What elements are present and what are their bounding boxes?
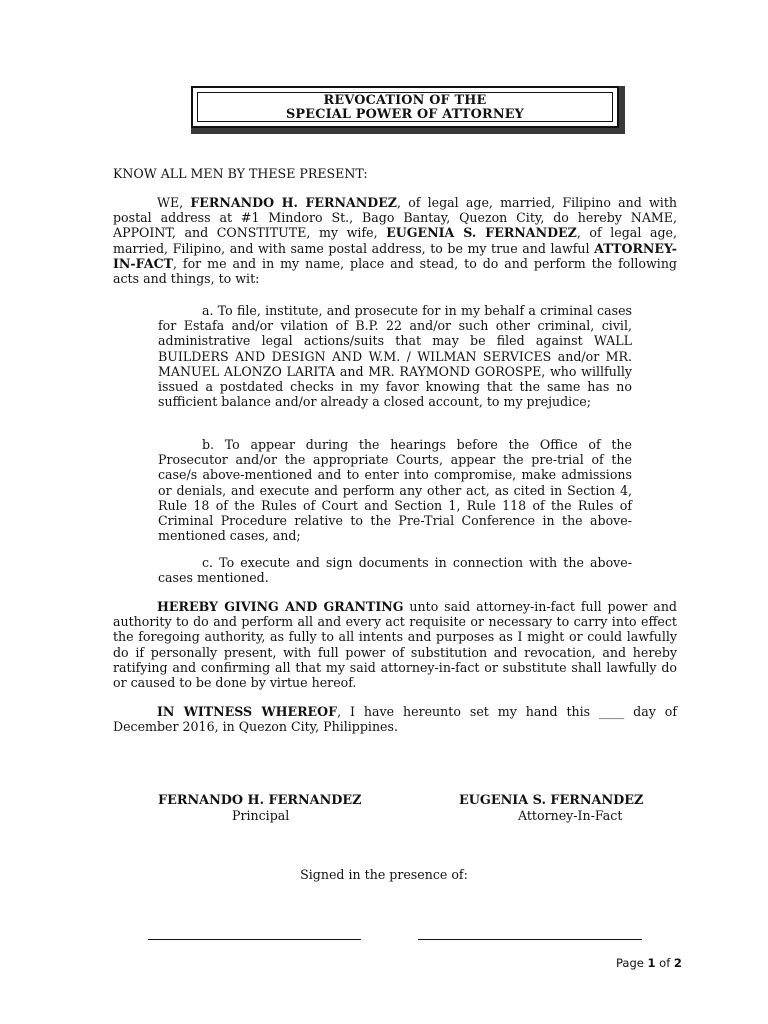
granting-lead: HEREBY GIVING AND GRANTING	[157, 599, 404, 614]
item-c-text: c. To execute and sign documents in connection with the above-cases mentioned.	[158, 555, 632, 586]
item-a-text: a. To file, institute, and prosecute for in my behalf a criminal cases for Estafa and/or vilation of B.P. 22 and/or such other criminal, civil, administrative legal actions/suits that may be filed against WALL BUILDERS AND DESIGN AND W.M. / WILMAN SERVICES and/or MR. MANUEL ALONZO LARITA and MR. RAYMOND GOROSPE, who willfully issued a postdated checks in my favor knowing that the same has no sufficient balance and/or already a closed account, to my prejudice;	[158, 303, 632, 410]
attorney-role: Attorney-In-Fact	[518, 808, 623, 823]
document-title-line-2: SPECIAL POWER OF ATTORNEY	[285, 107, 525, 122]
principal-role: Principal	[232, 808, 290, 823]
item-c	[158, 555, 632, 585]
item-b-text: b. To appear during the hearings before the Office of the Prosecutor and/or the appropriate Courts, appear the pre-trial of the case/s above-mentioned and to enter into compromise, make admissions or denials, and execute and perform any other act, as cited in Section 4, Rule 18 of the Rules of Court and Section 1, Rule 118 of the Rules of Criminal Procedure relative to the Pre-Trial Conference in the above-mentioned cases, and;	[158, 437, 632, 544]
intro-paragraph	[113, 195, 677, 286]
title-box	[191, 86, 619, 128]
principal-name: FERNANDO H. FERNANDEZ	[158, 793, 362, 808]
page-number	[616, 956, 682, 971]
witness-signature-line-1	[148, 939, 361, 940]
page-total: 2	[673, 956, 682, 970]
opening-line: KNOW ALL MEN BY THESE PRESENT:	[113, 166, 368, 181]
presence-line: Signed in the presence of:	[300, 867, 468, 882]
page-label: Page	[616, 956, 644, 970]
witness-signature-line-2	[418, 939, 642, 940]
page-of-label: of	[659, 956, 671, 970]
attorney-in-fact-inline: ATTORNEY-IN-FACT	[113, 240, 677, 271]
witness-text: , I have hereunto set my hand this ____ day of December 2016, in Quezon City, Philippines.	[113, 704, 678, 735]
witness-lead: IN WITNESS WHEREOF	[157, 704, 338, 719]
witness-paragraph	[113, 704, 677, 734]
title-shadow	[191, 86, 625, 134]
granting-text: unto said attorney-in-fact full power and authority to do and perform all and every act requisite or necessary to carry into effect the foregoing authority, as fully to all intents and purposes as I might or could lawfully do if personally present, with full power of substitution and revocation, and hereby ratifying and confirming all that my said attorney-in-fact or substitute shall lawfully do or caused to be done by virtue hereof.	[113, 599, 677, 691]
intro-we: WE,	[157, 195, 184, 210]
item-a	[158, 303, 632, 409]
item-b	[158, 437, 632, 543]
page-current: 1	[647, 956, 656, 970]
attorney-name-inline: EUGENIA S. FERNANDEZ	[386, 225, 577, 241]
intro-text-3: , for me and in my name, place and stead, to do and perform the following acts and things, to wit:	[113, 255, 677, 287]
intro-text-2: , of legal age, married, Filipino, and with same postal address, to be my true and lawful	[113, 225, 677, 256]
document-title-line-1: REVOCATION OF THE	[323, 93, 487, 108]
granting-paragraph	[113, 599, 677, 690]
intro-text-1: , of legal age, married, Filipino and with postal address at #1 Mindoro St., Bago Bantay, Quezon City, do hereby NAME, APPOINT, and CONSTITUTE, my wife,	[113, 195, 677, 241]
principal-name-inline: FERNANDO H. FERNANDEZ	[190, 195, 397, 210]
attorney-name: EUGENIA S. FERNANDEZ	[459, 793, 644, 808]
